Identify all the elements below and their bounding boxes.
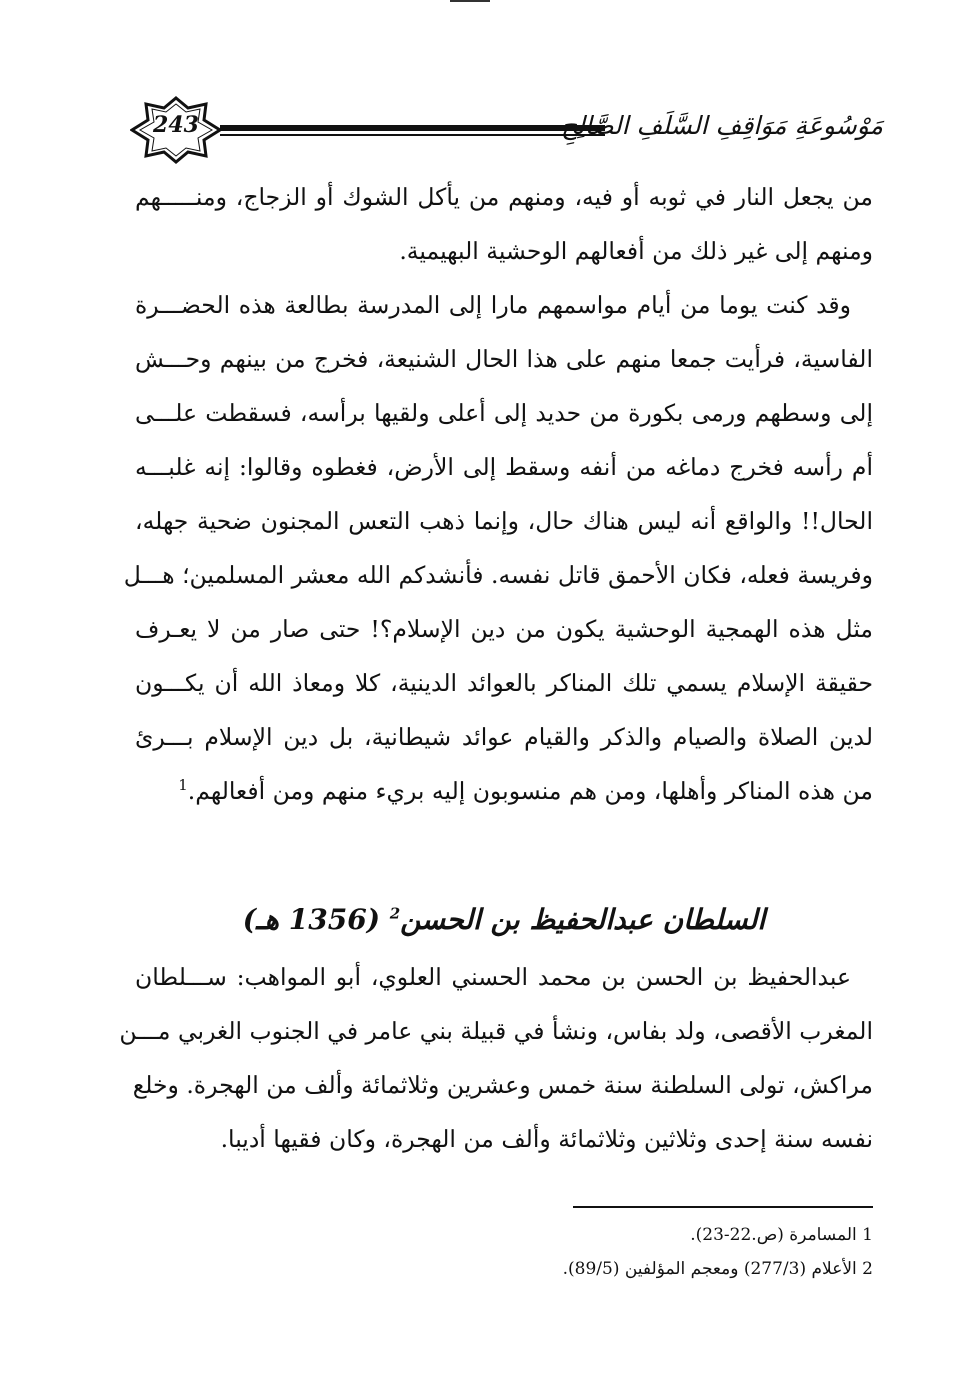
text-line: عبدالحفيظ بن الحسن بن محمد الحسني العلوي، أبو المواهب: ســـلطان <box>135 963 851 991</box>
page-number-badge <box>130 96 222 164</box>
section-heading <box>135 895 873 945</box>
header-rule-thin <box>220 134 605 136</box>
section-body <box>119 950 873 1166</box>
running-title: مَوْسُوعَةِ مَوَاقِفِ السَّلَفِ الصَّالِحِ <box>560 111 883 140</box>
header-rule-thick <box>220 125 605 131</box>
text-line: مراكش، تولى السلطنة سنة خمس وعشرين وثلاثمائة وألف من الهجرة. وخلع <box>132 1071 873 1099</box>
paragraph <box>135 170 873 278</box>
text-line <box>135 764 873 818</box>
text-line: نفسه سنة إحدى وثلاثين وثلاثمائة وألف من الهجرة، وكان فقيها أديبا. <box>220 1125 873 1153</box>
footnotes <box>500 1218 873 1286</box>
footnote <box>500 1218 873 1252</box>
text-line: الفاسية، فرأيت جمعا منهم على هذا الحال الشنيعة، فخرج من بينهم وحـــش <box>135 345 873 373</box>
footnote <box>500 1252 873 1286</box>
page-header <box>125 96 885 166</box>
text-line-content: من هذه المناكر وأهلها، ومن هم منسوبون إليه بريء منهم ومن أفعالهم. <box>187 777 873 805</box>
paragraph <box>123 278 873 818</box>
text-line: وفريسة فعله، فكان الأحمق قاتل نفسه. فأنشدكم الله معشر المسلمين؛ هـــل <box>123 561 873 589</box>
footnote-text: الأعلام (277/3) ومعجم المؤلفين (89/5). <box>562 1259 857 1279</box>
text-line: أم رأسه فخرج دماغه من أنفه وسقط إلى الأرض، فغطوه وقالوا: إنه غلبـــه <box>135 453 873 481</box>
footnote-number: 1 <box>862 1225 873 1245</box>
text-line: مثل هذه الهمجية الوحشية يكون من دين الإسلام؟! حتى صار من لا يعـرف <box>135 615 873 643</box>
section-title: السلطان عبدالحفيظ بن الحسن <box>400 903 766 936</box>
text-line: لدين الصلاة والصيام والذكر والقيام عوائد شيطانية، بل دين الإسلام بـــرئ <box>135 723 873 751</box>
footnote-ref[interactable]: 2 <box>389 904 401 923</box>
text-line: ومنهم إلى غير ذلك من أفعالهم الوحشية البهيمية. <box>399 237 873 265</box>
footnote-text: المسامرة (ص.22-23). <box>690 1225 857 1245</box>
text-line: المغرب الأقصى، ولد بفاس، ونشأ في قبيلة بني عامر في الجنوب الغربي مـــن <box>119 1017 873 1045</box>
text-line: وقد كنت يوما من أيام مواسمهم مارا إلى المدرسة بطالعة هذه الحضـــرة <box>135 291 851 319</box>
text-line: إلى وسطهم ورمى بكورة من حديد إلى أعلى ولقيها برأسه، فسقطت علـــى <box>135 399 873 427</box>
section-date: (1356 هـ) <box>242 903 380 936</box>
footnote-separator <box>573 1206 873 1208</box>
top-edge-mark <box>450 0 490 2</box>
text-line: من يجعل النار في ثوبه أو فيه، ومنهم من يأكل الشوك أو الزجاج، ومنـــــهم <box>135 183 873 211</box>
page-number: 243 <box>153 112 199 138</box>
body-text <box>123 170 873 818</box>
footnote-ref[interactable]: 1 <box>178 776 188 795</box>
text-line: حقيقة الإسلام يسمي تلك المناكر بالعوائد الدينية، كلا ومعاذ الله أن يكـــون <box>135 669 873 697</box>
footnote-number: 2 <box>862 1259 873 1279</box>
text-line: الحال!! والواقع أنه ليس هناك حال، وإنما ذهب التعس المجنون ضحية جهله، <box>135 507 873 535</box>
